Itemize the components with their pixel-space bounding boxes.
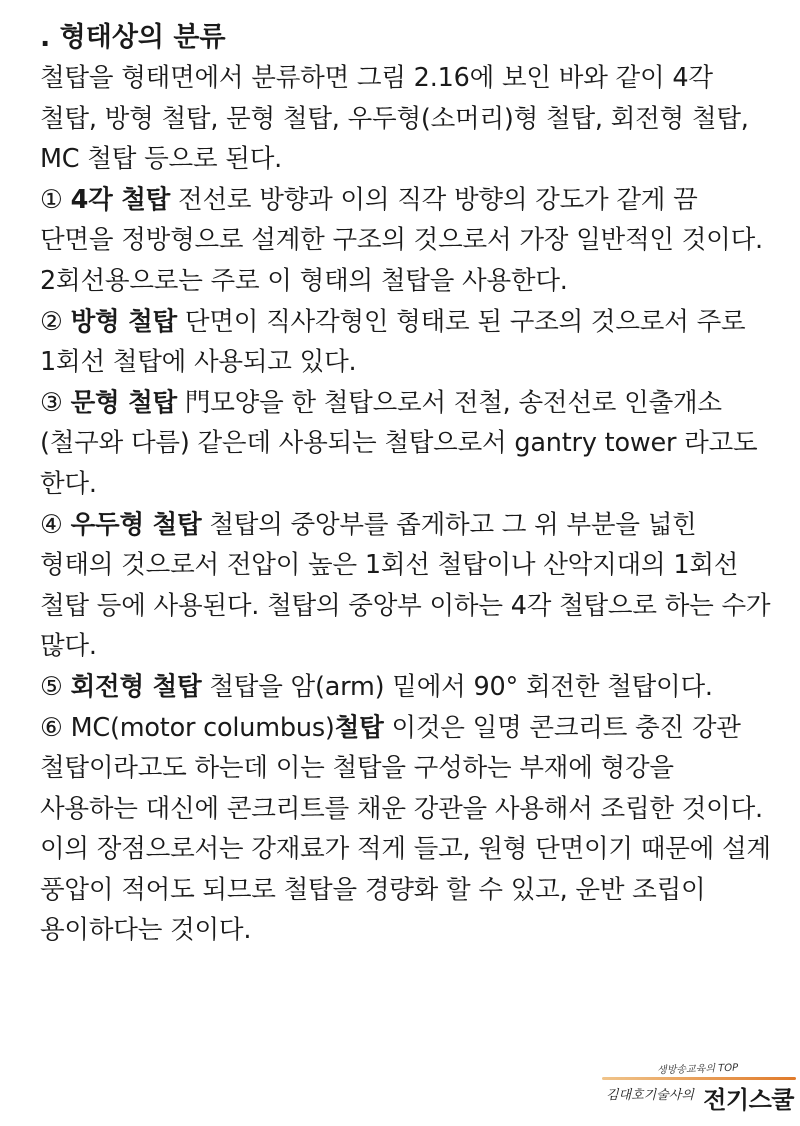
document-page — [40, 18, 775, 951]
item-body: 이것은 일명 콘크리트 충진 강관 철탑이라고도 하는데 이는 철탑을 구성하는 부재에 형강을 사용하는 대신에 콘크리트를 채운 강관을 사용해서 조립한 것이다. 이의 장점으로서는 강재료가 적게 들고, 원형 단면이기 때문에 설계 풍압이 적어도 되므로 철탑을 경량화 할 수 있고, 운반 조립이 용이하다는 것이다. — [40, 712, 771, 946]
item-term: 우두형 철탑 — [70, 509, 202, 540]
item-marker: ② — [40, 306, 63, 337]
section-heading: . 형태상의 분류 — [40, 22, 226, 53]
item-term: 회전형 철탑 — [70, 671, 202, 702]
item-marker: ④ — [40, 509, 63, 540]
item-term: 문형 철탑 — [70, 387, 177, 418]
item-paragraph — [40, 302, 775, 383]
item-marker: ⑥ — [40, 712, 63, 743]
item-prefix: MC(motor columbus) — [70, 712, 335, 743]
item-paragraph — [40, 383, 775, 505]
watermark-tagline: 생방송교육의 TOP — [656, 1062, 739, 1077]
item-body: 철탑을 암(arm) 밑에서 90° 회전한 철탑이다. — [209, 671, 713, 702]
watermark-author: 김대호기술사의 — [606, 1088, 694, 1103]
item-body: 철탑의 중앙부를 좁게하고 그 위 부분을 넓힌 형태의 것으로서 전압이 높은 1회선 철탑이나 산악지대의 1회선 철탑 등에 사용된다. 철탑의 중앙부 이하는 4각 철탑으로 하는 수가 많다. — [40, 509, 771, 662]
item-term: 방형 철탑 — [70, 306, 177, 337]
item-term: 철탑 — [334, 712, 384, 743]
item-paragraph — [40, 505, 775, 667]
item-marker: ⑤ — [40, 671, 63, 702]
intro-paragraph: 철탑을 형태면에서 분류하면 그림 2.16에 보인 바와 같이 4각 철탑, 방형 철탑, 문형 철탑, 우두형(소머리)형 철탑, 회전형 철탑, MC 철탑 등으로 된다. — [40, 63, 749, 175]
item-body: 단면이 직사각형인 형태로 된 구조의 것으로서 주로 1회선 철탑에 사용되고 있다. — [40, 306, 746, 378]
item-marker: ① — [40, 184, 63, 215]
item-body: 전선로 방향과 이의 직각 방향의 강도가 같게 끔 단면을 정방형으로 설계한 구조의 것으로서 가장 일반적인 것이다. 2회선용으로는 주로 이 형태의 철탑을 사용한다. — [40, 184, 763, 296]
item-paragraph — [40, 180, 775, 302]
item-body: 門모양을 한 철탑으로서 전철, 송전선로 인출개소(철구와 다름) 같은데 사용되는 철탑으로서 gantry tower 라고도 한다. — [40, 387, 758, 499]
item-paragraph — [40, 667, 775, 708]
item-paragraph — [40, 708, 775, 952]
item-marker: ③ — [40, 387, 63, 418]
watermark-logo: 전기스쿨 — [703, 1086, 794, 1114]
brand-watermark — [596, 1060, 796, 1116]
item-term: 4각 철탑 — [70, 184, 171, 215]
